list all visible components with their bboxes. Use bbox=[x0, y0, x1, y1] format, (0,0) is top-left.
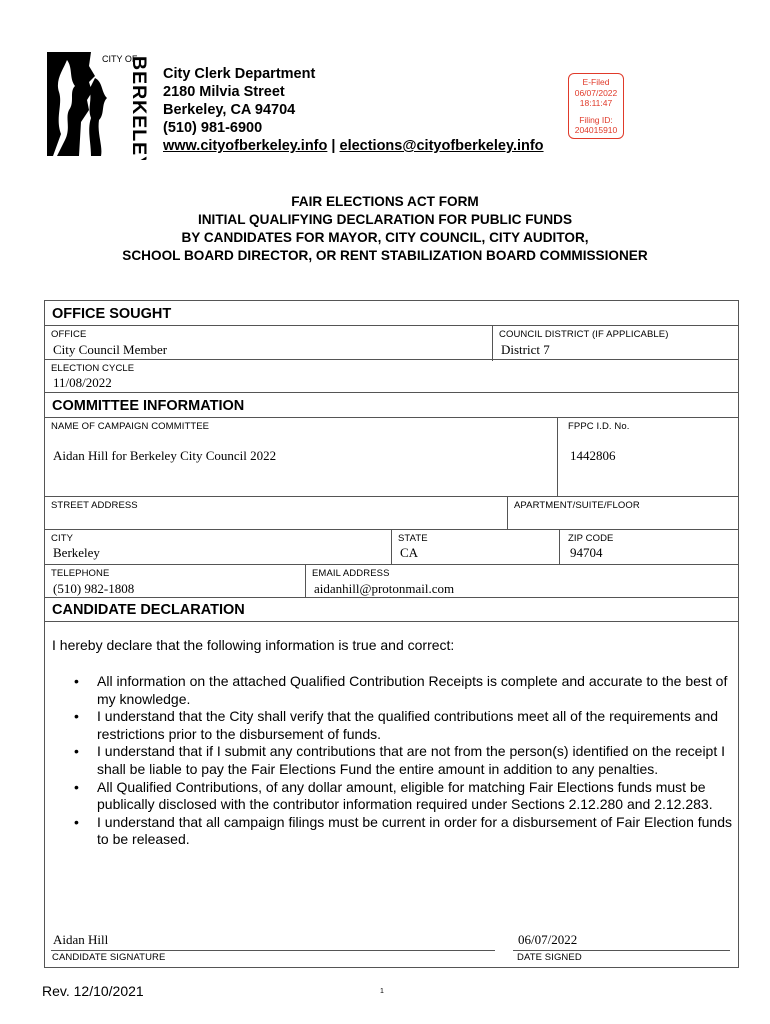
district-field[interactable] bbox=[493, 325, 738, 361]
department-city: Berkeley, CA 94704 bbox=[163, 102, 296, 118]
signature-value: Aidan Hill bbox=[53, 932, 109, 947]
signature-line bbox=[51, 950, 495, 951]
stamp-date: 06/07/2022 bbox=[574, 87, 618, 98]
district-label: COUNCIL DISTRICT (IF APPLICABLE) bbox=[499, 329, 669, 340]
link-separator: | bbox=[327, 138, 340, 154]
department-name: City Clerk Department bbox=[163, 66, 316, 82]
stamp-title: E-Filed bbox=[582, 77, 610, 87]
department-phone: (510) 981-6900 bbox=[163, 120, 263, 136]
email-link[interactable]: elections@cityofberkeley.info bbox=[339, 138, 544, 154]
form-box bbox=[44, 300, 739, 968]
election-cycle-field[interactable] bbox=[45, 359, 738, 393]
city-logo bbox=[45, 48, 157, 160]
stamp-filing-label: Filing ID: bbox=[579, 114, 613, 125]
telephone-value: (510) 982-1808 bbox=[53, 581, 135, 596]
telephone-field[interactable] bbox=[45, 564, 306, 598]
date-line bbox=[513, 950, 730, 951]
office-field[interactable] bbox=[45, 325, 493, 361]
efiled-stamp bbox=[568, 73, 624, 139]
stamp-filing-id: 204015910 bbox=[574, 125, 618, 135]
apartment-field[interactable] bbox=[508, 496, 738, 530]
declaration-list bbox=[70, 673, 735, 849]
city-value: Berkeley bbox=[53, 545, 100, 560]
fppc-id-label: FPPC I.D. No. bbox=[568, 421, 630, 432]
title-line-1: FAIR ELECTIONS ACT FORM bbox=[291, 194, 479, 209]
city-label: CITY bbox=[51, 533, 74, 544]
list-item: • I understand that the City shall verify that the qualified contributions meet all of the requirements and restrictions prior to the disbursement of funds. bbox=[70, 708, 735, 743]
email-value: aidanhill@protonmail.com bbox=[314, 581, 455, 596]
email-label: EMAIL ADDRESS bbox=[312, 568, 390, 579]
email-field[interactable] bbox=[306, 564, 738, 598]
election-cycle-value: 11/08/2022 bbox=[53, 375, 112, 390]
office-sought-heading: OFFICE SOUGHT bbox=[52, 306, 172, 322]
telephone-label: TELEPHONE bbox=[51, 568, 110, 579]
state-field[interactable] bbox=[392, 529, 560, 565]
logo-name-text: BERKELEY bbox=[128, 56, 150, 160]
stamp-time: 18:11:47 bbox=[579, 98, 613, 108]
fppc-id-value: 1442806 bbox=[570, 448, 616, 463]
committee-heading: COMMITTEE INFORMATION bbox=[52, 398, 245, 414]
street-address-label: STREET ADDRESS bbox=[51, 500, 138, 511]
list-item: • I understand that all campaign filings must be current in order for a disbursement of Fair Election funds to be released. bbox=[70, 814, 735, 849]
committee-name-label: NAME OF CAMPAIGN COMMITTEE bbox=[51, 421, 210, 432]
title-line-4: SCHOOL BOARD DIRECTOR, OR RENT STABILIZATION BOARD COMMISSIONER bbox=[122, 248, 648, 263]
apartment-label: APARTMENT/SUITE/FLOOR bbox=[514, 500, 640, 511]
fppc-id-field[interactable] bbox=[558, 417, 738, 497]
department-address bbox=[163, 65, 544, 155]
title-line-3: BY CANDIDATES FOR MAYOR, CITY COUNCIL, CITY AUDITOR, bbox=[181, 230, 589, 245]
zip-field[interactable] bbox=[560, 529, 738, 565]
office-label: OFFICE bbox=[51, 329, 87, 340]
state-label: STATE bbox=[398, 533, 428, 544]
logo-city-text: CITY OF bbox=[102, 54, 138, 64]
declaration-heading: CANDIDATE DECLARATION bbox=[52, 602, 245, 618]
election-cycle-label: ELECTION CYCLE bbox=[51, 363, 135, 374]
website-link[interactable]: www.cityofberkeley.info bbox=[163, 138, 328, 154]
list-item: • I understand that if I submit any contributions that are not from the person(s) identified on the receipt I shall be liable to pay the Fair Elections Fund the entire amount in addition to any penalties. bbox=[70, 743, 735, 778]
declaration-intro: I hereby declare that the following information is true and correct: bbox=[52, 637, 455, 653]
zip-value: 94704 bbox=[570, 545, 603, 560]
signature-label: CANDIDATE SIGNATURE bbox=[52, 952, 166, 963]
state-value: CA bbox=[400, 545, 419, 560]
city-field[interactable] bbox=[45, 529, 392, 565]
form-title bbox=[0, 193, 770, 265]
office-value: City Council Member bbox=[53, 342, 168, 357]
revision-date: Rev. 12/10/2021 bbox=[42, 983, 144, 999]
zip-label: ZIP CODE bbox=[568, 533, 614, 544]
list-item: • All information on the attached Qualified Contribution Receipts is complete and accurate to the best of my knowledge. bbox=[70, 673, 735, 708]
berkeley-logo-icon bbox=[45, 48, 157, 160]
district-value: District 7 bbox=[501, 342, 550, 357]
date-signed-value: 06/07/2022 bbox=[518, 932, 578, 947]
committee-name-value: Aidan Hill for Berkeley City Council 2022 bbox=[53, 448, 277, 463]
page-number: 1 bbox=[380, 988, 384, 995]
street-address-field[interactable] bbox=[45, 496, 508, 530]
committee-name-field[interactable] bbox=[45, 417, 558, 497]
title-line-2: INITIAL QUALIFYING DECLARATION FOR PUBLIC FUNDS bbox=[197, 212, 573, 227]
department-street: 2180 Milvia Street bbox=[163, 84, 285, 100]
list-item: • All Qualified Contributions, of any dollar amount, eligible for matching Fair Elections funds must be publically disclosed with the contributor information required under Sections 2.12.280 and 2.12.283. bbox=[70, 779, 735, 814]
date-signed-label: DATE SIGNED bbox=[517, 952, 582, 963]
